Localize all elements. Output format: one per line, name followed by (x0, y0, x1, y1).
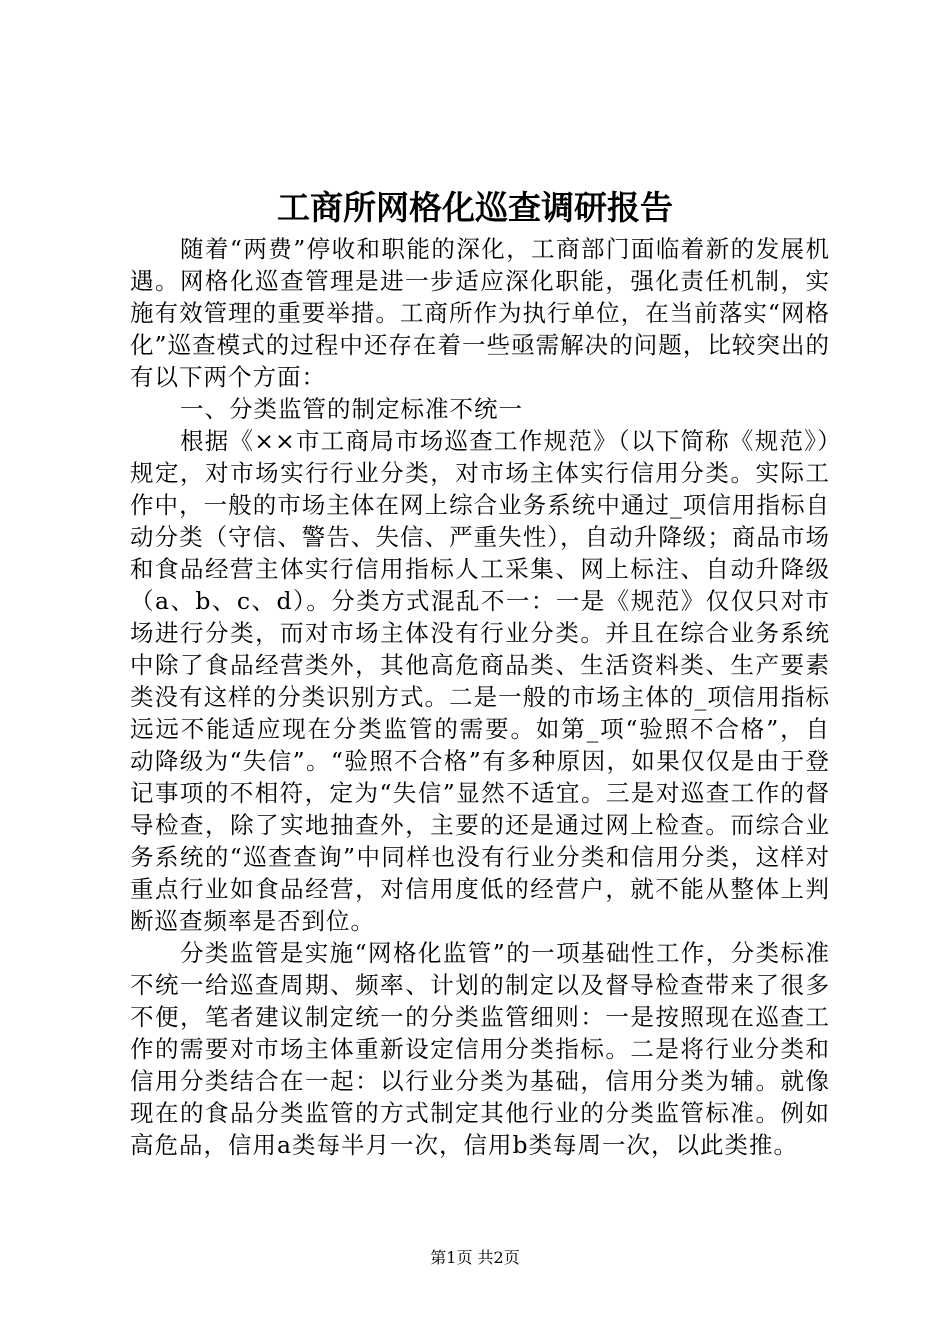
page-number-footer: 第1页 共2页 (430, 1248, 520, 1267)
document-body (130, 233, 830, 1161)
document-title: 工商所网格化巡查调研报告 (277, 188, 673, 227)
paragraph-section-1-suggestion: 分类监管是实施“网格化监管”的一项基础性工作，分类标准不统一给巡查周期、频率、计划的制定以及督导检查带来了很多不便，笔者建议制定统一的分类监管细则：一是按照现在巡查工作的需要对市场主体重新设定信用分类指标。二是将行业分类和信用分类结合在一起：以行业分类为基础，信用分类为辅。就像现在的食品分类监管的方式制定其他行业的分类监管标准。例如高危品，信用a类每半月一次，信用b类每周一次，以此类推。 (130, 939, 830, 1159)
paragraph-section-1-detail: 根据《××市工商局市场巡查工作规范》（以下简称《规范》）规定，对市场实行行业分类，对市场主体实行信用分类。实际工作中，一般的市场主体在网上综合业务系统中通过_项信用指标自动分类（守信、警告、失信、严重失性），自动升降级；商品市场和食品经营主体实行信用指标人工采集、网上标注、自动升降级（a、b、c、d）。分类方式混乱不一：一是《规范》仅仅只对市场进行分类，而对市场主体没有行业分类。并且在综合业务系统中除了食品经营类外，其他高危商品类、生活资料类、生产要素类没有这样的分类识别方式。二是一般的市场主体的_项信用指标远远不能适应现在分类监管的需要。如第_项“验照不合格”，自动降级为“失信”。“验照不合格”有多种原因，如果仅仅是由于登记事项的不相符，定为“失信”显然不适宜。三是对巡查工作的督导检查，除了实地抽查外，主要的还是通过网上检查。而综合业务系统的“巡查查询”中同样也没有行业分类和信用分类，这样对重点行业如食品经营，对信用度低的经营户，就不能从整体上判断巡查频率是否到位。 (130, 427, 830, 935)
paragraph-intro: 随着“两费”停收和职能的深化，工商部门面临着新的发展机遇。网格化巡查管理是进一步适应深化职能，强化责任机制，实施有效管理的重要举措。工商所作为执行单位，在当前落实“网格化”巡查模式的过程中还存在着一些亟需解决的问题，比较突出的有以下两个方面： (130, 235, 830, 391)
section-heading-1: 一、分类监管的制定标准不统一 (180, 395, 523, 423)
